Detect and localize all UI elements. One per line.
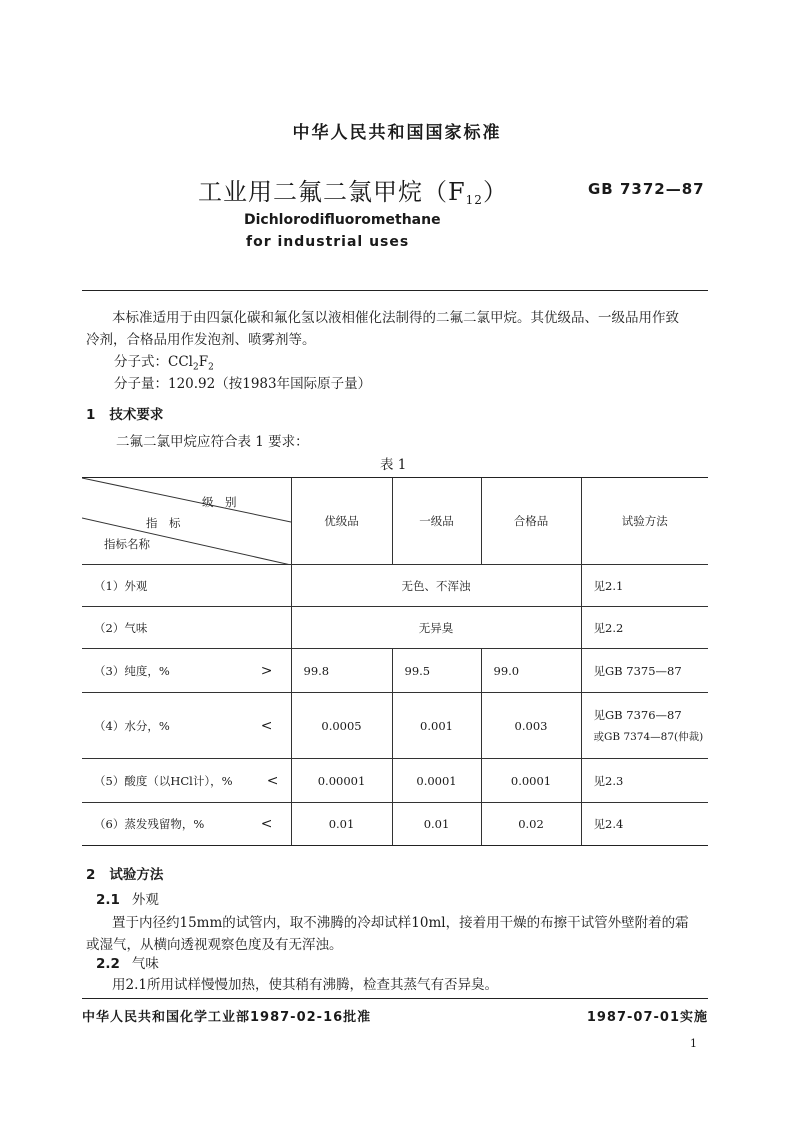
table-row <box>82 565 708 607</box>
table-row <box>82 693 708 759</box>
comparison-symbol: > <box>260 662 273 679</box>
section-1-heading <box>86 403 163 423</box>
col-header-qualified: 合格品 <box>481 478 581 565</box>
value-first: 0.0001 <box>392 759 481 803</box>
section-2-number: 2 <box>86 867 96 883</box>
subsection-2-2-number: 2.2 <box>96 956 120 972</box>
subsection-2-1-heading <box>96 888 159 908</box>
formula-part-c: F <box>198 354 209 370</box>
english-title-line1: Dichlorodifluoromethane <box>244 212 441 228</box>
row-method <box>581 693 708 759</box>
page-number: 1 <box>690 1037 697 1050</box>
method-line-2: 或GB 7374—87(仲裁) <box>593 730 704 743</box>
subsection-2-1-number: 2.1 <box>96 892 120 908</box>
col-header-first: 一级品 <box>392 478 481 565</box>
subsection-2-1-line-1: 置于内径约15mm的试管内，取不沸腾的冷却试样10ml，接着用干燥的布擦干试管外壁附着的霜 <box>112 915 689 931</box>
value-qualified: 0.02 <box>481 803 581 846</box>
effective-date: 1987-07-01实施 <box>586 1010 708 1025</box>
english-title-line2: for industrial uses <box>246 234 410 250</box>
formula-sub-1: 2 <box>192 362 199 373</box>
subsection-2-1-title: 外观 <box>131 892 159 908</box>
subsection-2-2-heading <box>96 952 159 972</box>
subsection-2-1-line-2: 或湿气，从横向透视观察色度及有无浑浊。 <box>86 937 343 953</box>
title-close: ） <box>482 178 508 206</box>
row-name-cell <box>82 803 291 846</box>
table-row <box>82 759 708 803</box>
row-name: （3）纯度，% <box>94 663 170 678</box>
row-name-cell <box>82 759 291 803</box>
row-method: 见2.2 <box>581 607 708 649</box>
header-divider <box>82 290 708 291</box>
value-superior: 0.0005 <box>291 693 392 759</box>
formula-label: 分子式： <box>114 354 168 370</box>
document-title <box>198 172 508 207</box>
diagonal-header-cell <box>82 478 291 565</box>
header-grade-label: 级 别 <box>202 495 237 509</box>
section-1-title: 技术要求 <box>109 407 164 423</box>
footer-divider <box>82 998 708 999</box>
row-method: 见GB 7375—87 <box>581 649 708 693</box>
row-merged-value: 无异臭 <box>291 607 581 649</box>
table-row <box>82 803 708 846</box>
title-main: 工业用二氟二氯甲烷（F <box>198 178 466 206</box>
row-method: 见2.1 <box>581 565 708 607</box>
comparison-symbol: < <box>260 717 273 734</box>
row-name-cell <box>82 693 291 759</box>
row-merged-value: 无色、不浑浊 <box>291 565 581 607</box>
value-first: 0.001 <box>392 693 481 759</box>
formula-sub-2: 2 <box>208 362 214 373</box>
subsection-2-2-line-1: 用2.1所用试样慢慢加热，使其稍有沸腾，检查其蒸气有否异臭。 <box>112 977 498 993</box>
row-name: （1）外观 <box>82 565 291 607</box>
comparison-symbol: < <box>266 772 279 789</box>
method-line-1: 见GB 7376—87 <box>593 707 682 722</box>
value-first: 0.01 <box>392 803 481 846</box>
value-superior: 0.00001 <box>291 759 392 803</box>
row-name: （4）水分，% <box>94 718 170 733</box>
title-subscript: 12 <box>465 193 483 207</box>
value-first: 99.5 <box>392 649 481 693</box>
value-qualified: 0.0001 <box>481 759 581 803</box>
national-standard-heading: 中华人民共和国国家标准 <box>292 123 502 143</box>
subsection-2-2-title: 气味 <box>131 956 159 972</box>
table-row <box>82 649 708 693</box>
header-index-label: 指 标 <box>146 516 181 530</box>
row-name: （2）气味 <box>82 607 291 649</box>
comparison-symbol: < <box>260 816 273 832</box>
row-method: 见2.3 <box>581 759 708 803</box>
col-header-superior: 优级品 <box>291 478 392 565</box>
approval-line: 中华人民共和国化学工业部1987-02-16批准 <box>82 1010 372 1025</box>
row-name: （6）蒸发残留物，% <box>94 817 205 831</box>
scope-line-2: 冷剂，合格品用作发泡剂、喷雾剂等。 <box>86 332 316 348</box>
section-2-title: 试验方法 <box>109 867 164 883</box>
formula-part-a: CCl <box>168 354 193 370</box>
spec-table <box>82 477 708 846</box>
table-header-row <box>82 478 708 565</box>
row-method: 见2.4 <box>581 803 708 846</box>
col-header-method: 试验方法 <box>581 478 708 565</box>
section-1-number: 1 <box>86 407 96 423</box>
row-name-cell <box>82 649 291 693</box>
section-2-heading <box>86 863 163 883</box>
standard-code: GB 7372—87 <box>588 180 705 198</box>
header-name-label: 指标名称 <box>104 537 150 551</box>
molecular-formula <box>114 350 214 373</box>
value-qualified: 0.003 <box>481 693 581 759</box>
value-qualified: 99.0 <box>481 649 581 693</box>
table-caption: 表 1 <box>380 457 407 473</box>
molecular-weight: 分子量：120.92（按1983年国际原子量） <box>114 376 372 392</box>
section-1-intro: 二氟二氯甲烷应符合表 1 要求： <box>116 434 309 450</box>
row-name: （5）酸度（以HCl计），% <box>94 773 233 788</box>
scope-line-1: 本标准适用于由四氯化碳和氟化氢以液相催化法制得的二氟二氯甲烷。其优级品、一级品用作致 <box>112 310 679 326</box>
value-superior: 0.01 <box>291 803 392 846</box>
value-superior: 99.8 <box>291 649 392 693</box>
table-row <box>82 607 708 649</box>
